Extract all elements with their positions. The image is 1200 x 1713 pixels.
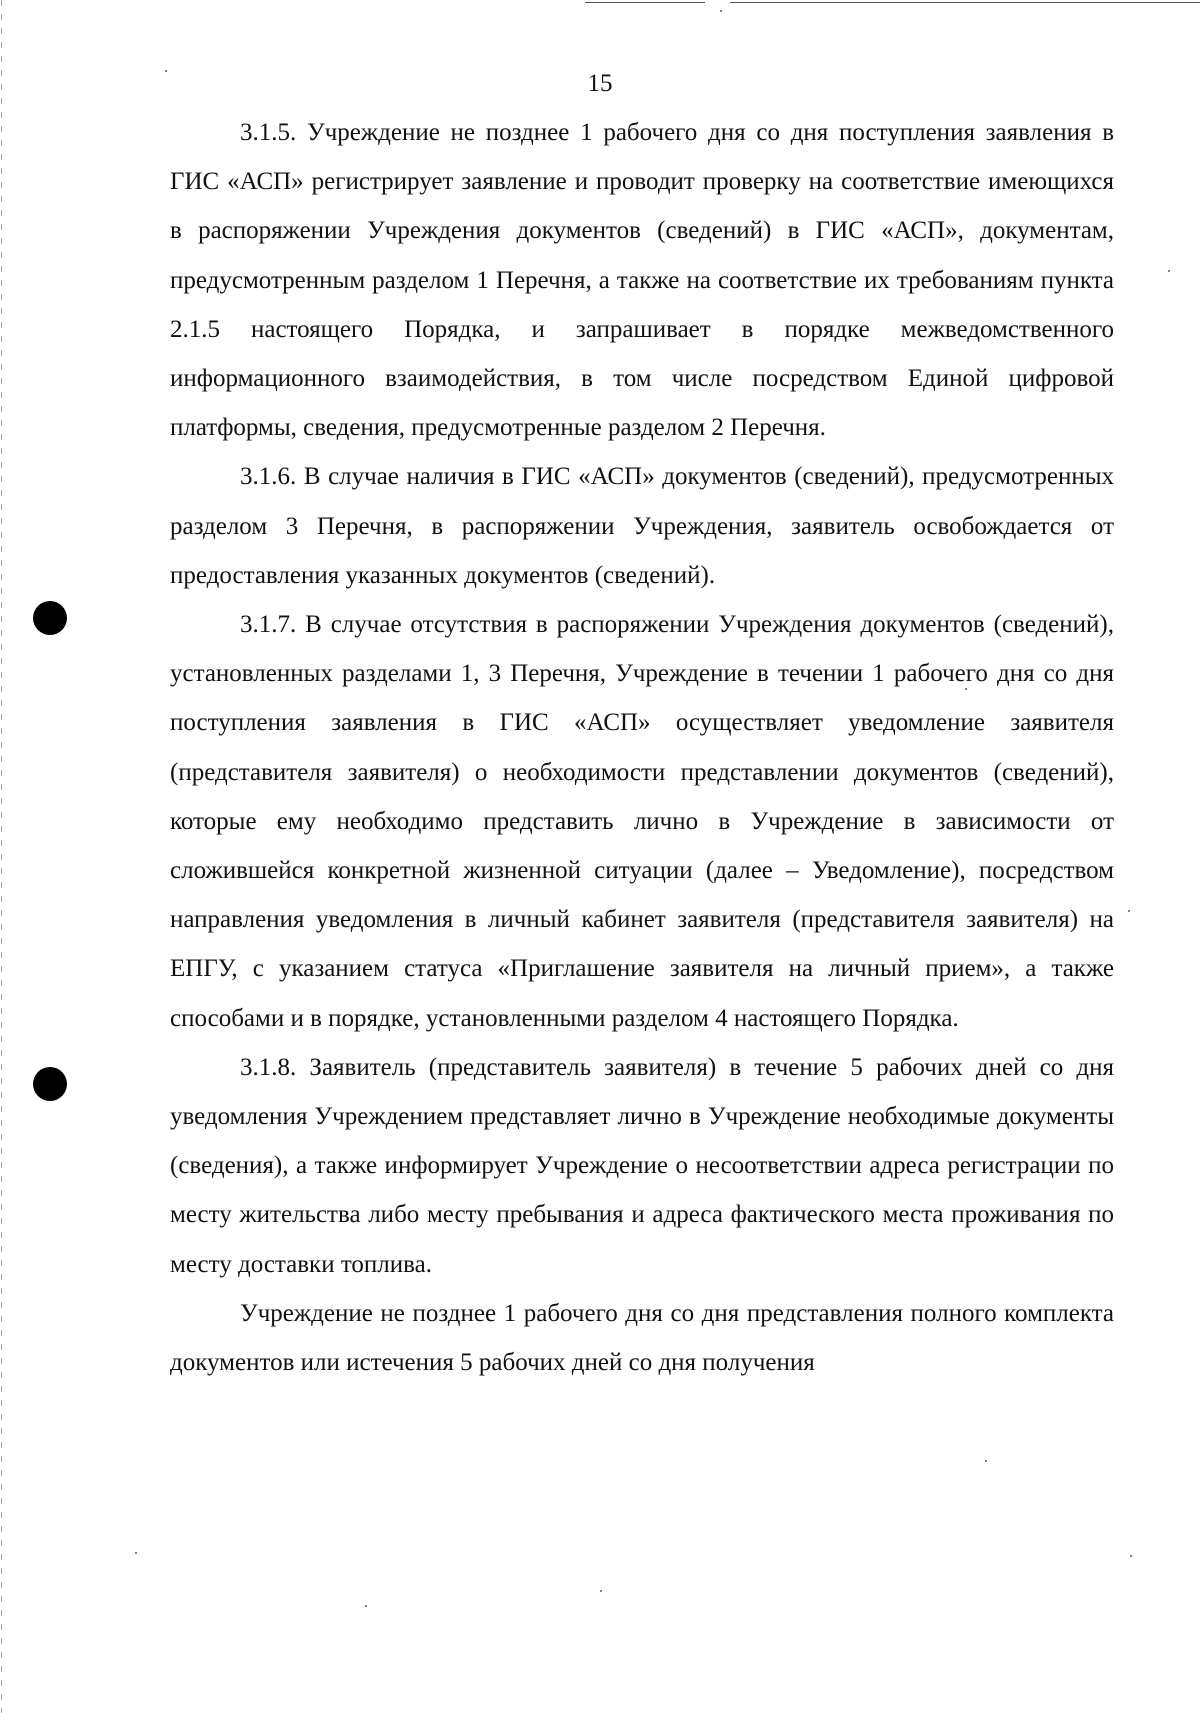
paragraph-continuation: Учреждение не позднее 1 рабочего дня со дня представления полного комплекта документов или истечения 5 рабочих дней со дня получения [170,1299,1114,1377]
scan-speck [1168,270,1170,272]
page-number: 15 [587,70,613,97]
scan-speck [135,1552,137,1554]
scan-speck [720,10,722,12]
paragraph-3-1-6: 3.1.6. В случае наличия в ГИС «АСП» документов (сведений), предусмотренных разделом 3 Перечня, в распоряжении Учреждения, заявитель освобождается от предоставления указанных документов (сведений). [170,463,1114,589]
paragraph-3-1-8: 3.1.8. Заявитель (представитель заявителя) в течение 5 рабочих дней со дня уведомления Учреждением представляет лично в Учреждение необходимые документы (сведения), а также информирует Учреждение о несоответствии адреса регистрации по месту жительства либо месту пребывания и адреса фактического места проживания по месту доставки топлива. [170,1053,1114,1278]
paragraph-3-1-7: 3.1.7. В случае отсутствия в распоряжении Учреждения документов (сведений), установленных разделами 1, 3 Перечня, Учреждение в течении 1 рабочего дня со дня поступления заявления в ГИС «АСП» осуществляет уведомление заявителя (представителя заявителя) о необходимости представлении документов (сведений), которые ему необходимо представить лично в Учреждение в зависимости от сложившейся конкретной жизненной ситуации (далее – Уведомление), посредством направления уведомления в личный кабинет заявителя (представителя заявителя) на ЕПГУ, с указанием статуса «Приглашение заявителя на личный прием», а также способами и в порядке, установленными разделом 4 настоящего Порядка. [170,611,1114,1032]
scan-speck [165,70,167,72]
scan-top-rule-right [730,2,1200,3]
scan-speck [1130,1555,1132,1557]
document-body [170,108,1114,1387]
scan-speck [965,688,967,690]
scan-speck [365,1605,367,1607]
scan-speck [600,1590,602,1592]
punch-hole-top [33,601,67,635]
scan-speck [985,1460,987,1462]
punch-hole-bottom [33,1067,67,1101]
paragraph-3-1-5: 3.1.5. Учреждение не позднее 1 рабочего дня со дня поступления заявления в ГИС «АСП» регистрирует заявление и проводит проверку на соответствие имеющихся в распоряжении Учреждения документов (сведений) в ГИС «АСП», документам, предусмотренным разделом 1 Перечня, а также на соответствие их требованиям пункта 2.1.5 настоящего Порядка, и запрашивает в порядке межведомственного информационного взаимодействия, в том числе посредством Единой цифровой платформы, сведения, предусмотренные разделом 2 Перечня. [170,119,1114,442]
scan-left-edge [1,0,2,1713]
scan-top-rule-left [585,2,705,3]
scan-speck [1128,910,1130,912]
